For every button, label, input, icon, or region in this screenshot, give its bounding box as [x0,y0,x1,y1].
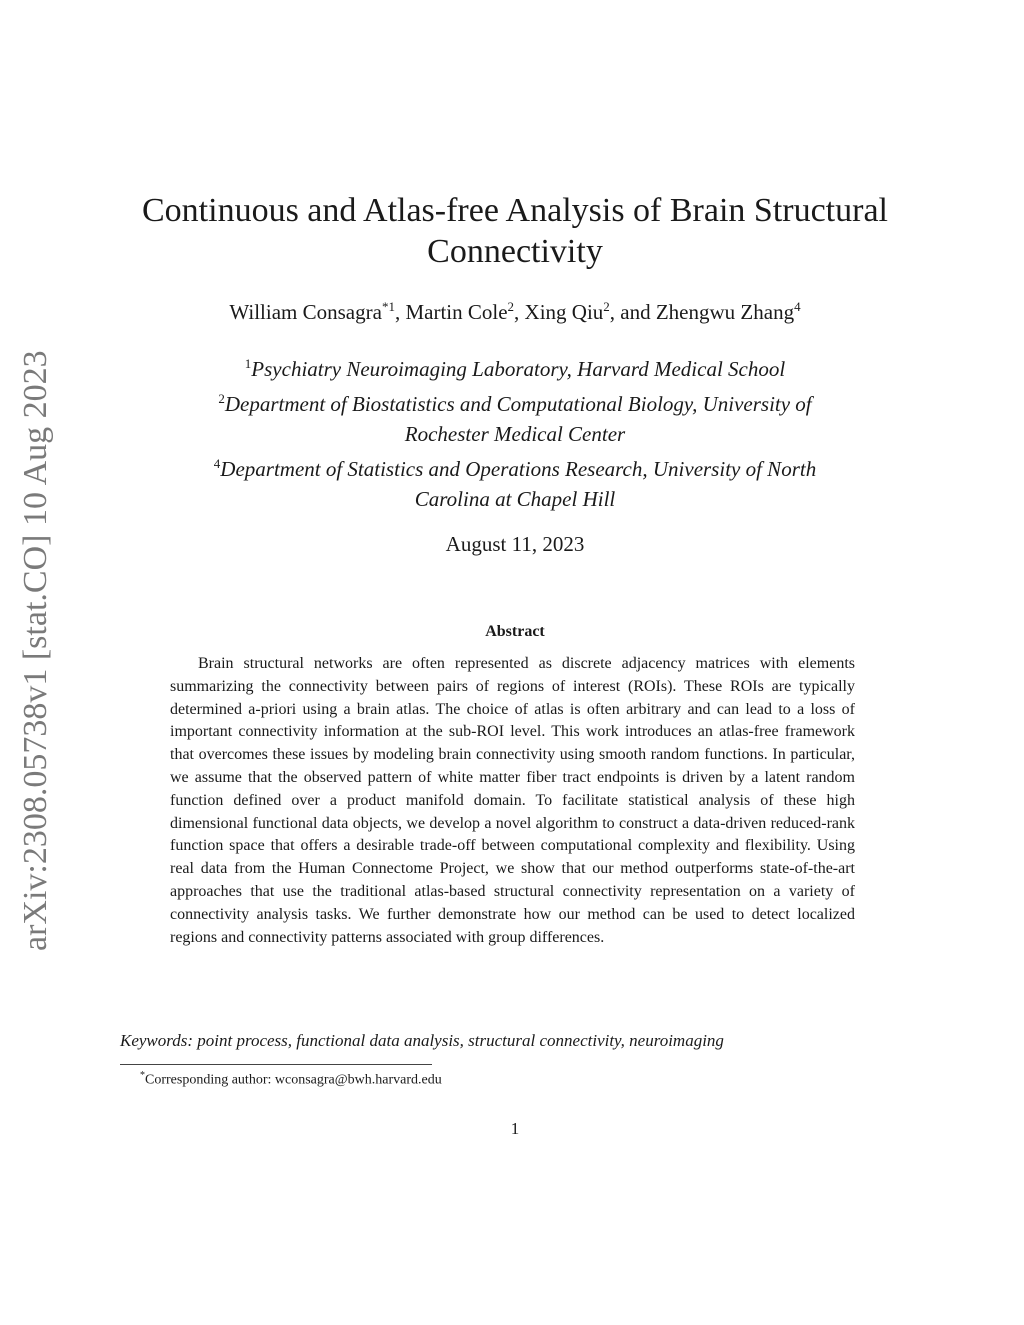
affiliation-text-continued: Carolina at Chapel Hill [414,487,616,511]
author-separator: , and [609,300,656,324]
title-line-2: Connectivity [427,233,603,270]
title-line-1: Continuous and Atlas-free Analysis of Brain Structural [142,192,888,229]
author-name: Xing Qiu [524,300,604,324]
author-name: Martin Cole [405,300,508,324]
author-mark: 2 [603,299,610,314]
paper-title [120,190,910,272]
corresponding-author-footnote [140,1070,442,1089]
author-separator: , [394,300,406,324]
affiliation-text: Psychiatry Neuroimaging Laboratory, Harvard Medical School [251,357,786,381]
affiliation [120,349,910,384]
arxiv-identifier-stamp: arXiv:2308.05738v1 [stat.CO] 10 Aug 2023 [17,350,54,952]
affiliation [120,384,910,449]
affiliation-mark: 1 [244,356,252,371]
footnote-text: Corresponding author: wconsagra@bwh.harvard.edu [145,1072,442,1088]
author-list [120,299,910,325]
author-mark: 4 [794,299,801,314]
footnote-divider [120,1064,432,1065]
abstract-body: Brain structural networks are often represented as discrete adjacency matrices with elements summarizing the connectivity between pairs of regions of interest (ROIs). These ROIs are typically determined a-priori using a brain atlas. The choice of atlas is often arbitrary and can lead to a loss of important connectivity information at the sub-ROI level. This work introduces an atlas-free framework that overcomes these issues by modeling brain connectivity using smooth random functions. In particular, we assume that the observed pattern of white matter fiber tract endpoints is driven by a latent random function defined over a product manifold domain. To facilitate statistical analysis of these high dimensional functional data objects, we develop a novel algorithm to construct a data-driven reduced-rank function space that offers a desirable trade-off between computational complexity and flexibility. Using real data from the Human Connectome Project, we show that our method outperforms state-of-the-art approaches that use the traditional atlas-based structural connectivity representation on a variety of connectivity analysis tasks. We further demonstrate how our method can be used to detect localized regions and connectivity patterns associated with group differences. [170,655,855,946]
affiliation-mark: 4 [213,456,221,471]
author-name: Zhengwu Zhang [655,300,795,324]
author-separator: , [514,300,525,324]
affiliation-list [120,349,910,514]
page-number: 1 [510,1119,520,1138]
affiliation [120,449,910,514]
affiliation-text-continued: Rochester Medical Center [404,422,626,446]
footnote-mark: * [140,1070,145,1081]
affiliation-mark: 2 [218,391,225,406]
author-name: William Consagra [229,300,382,324]
affiliation-text: Department of Statistics and Operations Research, University of North [220,457,817,481]
abstract-heading: Abstract [485,623,545,640]
publication-date: August 11, 2023 [445,532,585,556]
author-mark: 2 [507,299,515,314]
affiliation-text: Department of Biostatistics and Computational Biology, University of [224,392,812,416]
author-mark: *1 [381,299,395,314]
keywords-line: Keywords: point process, functional data analysis, structural connectivity, neuroimaging [120,1031,724,1050]
